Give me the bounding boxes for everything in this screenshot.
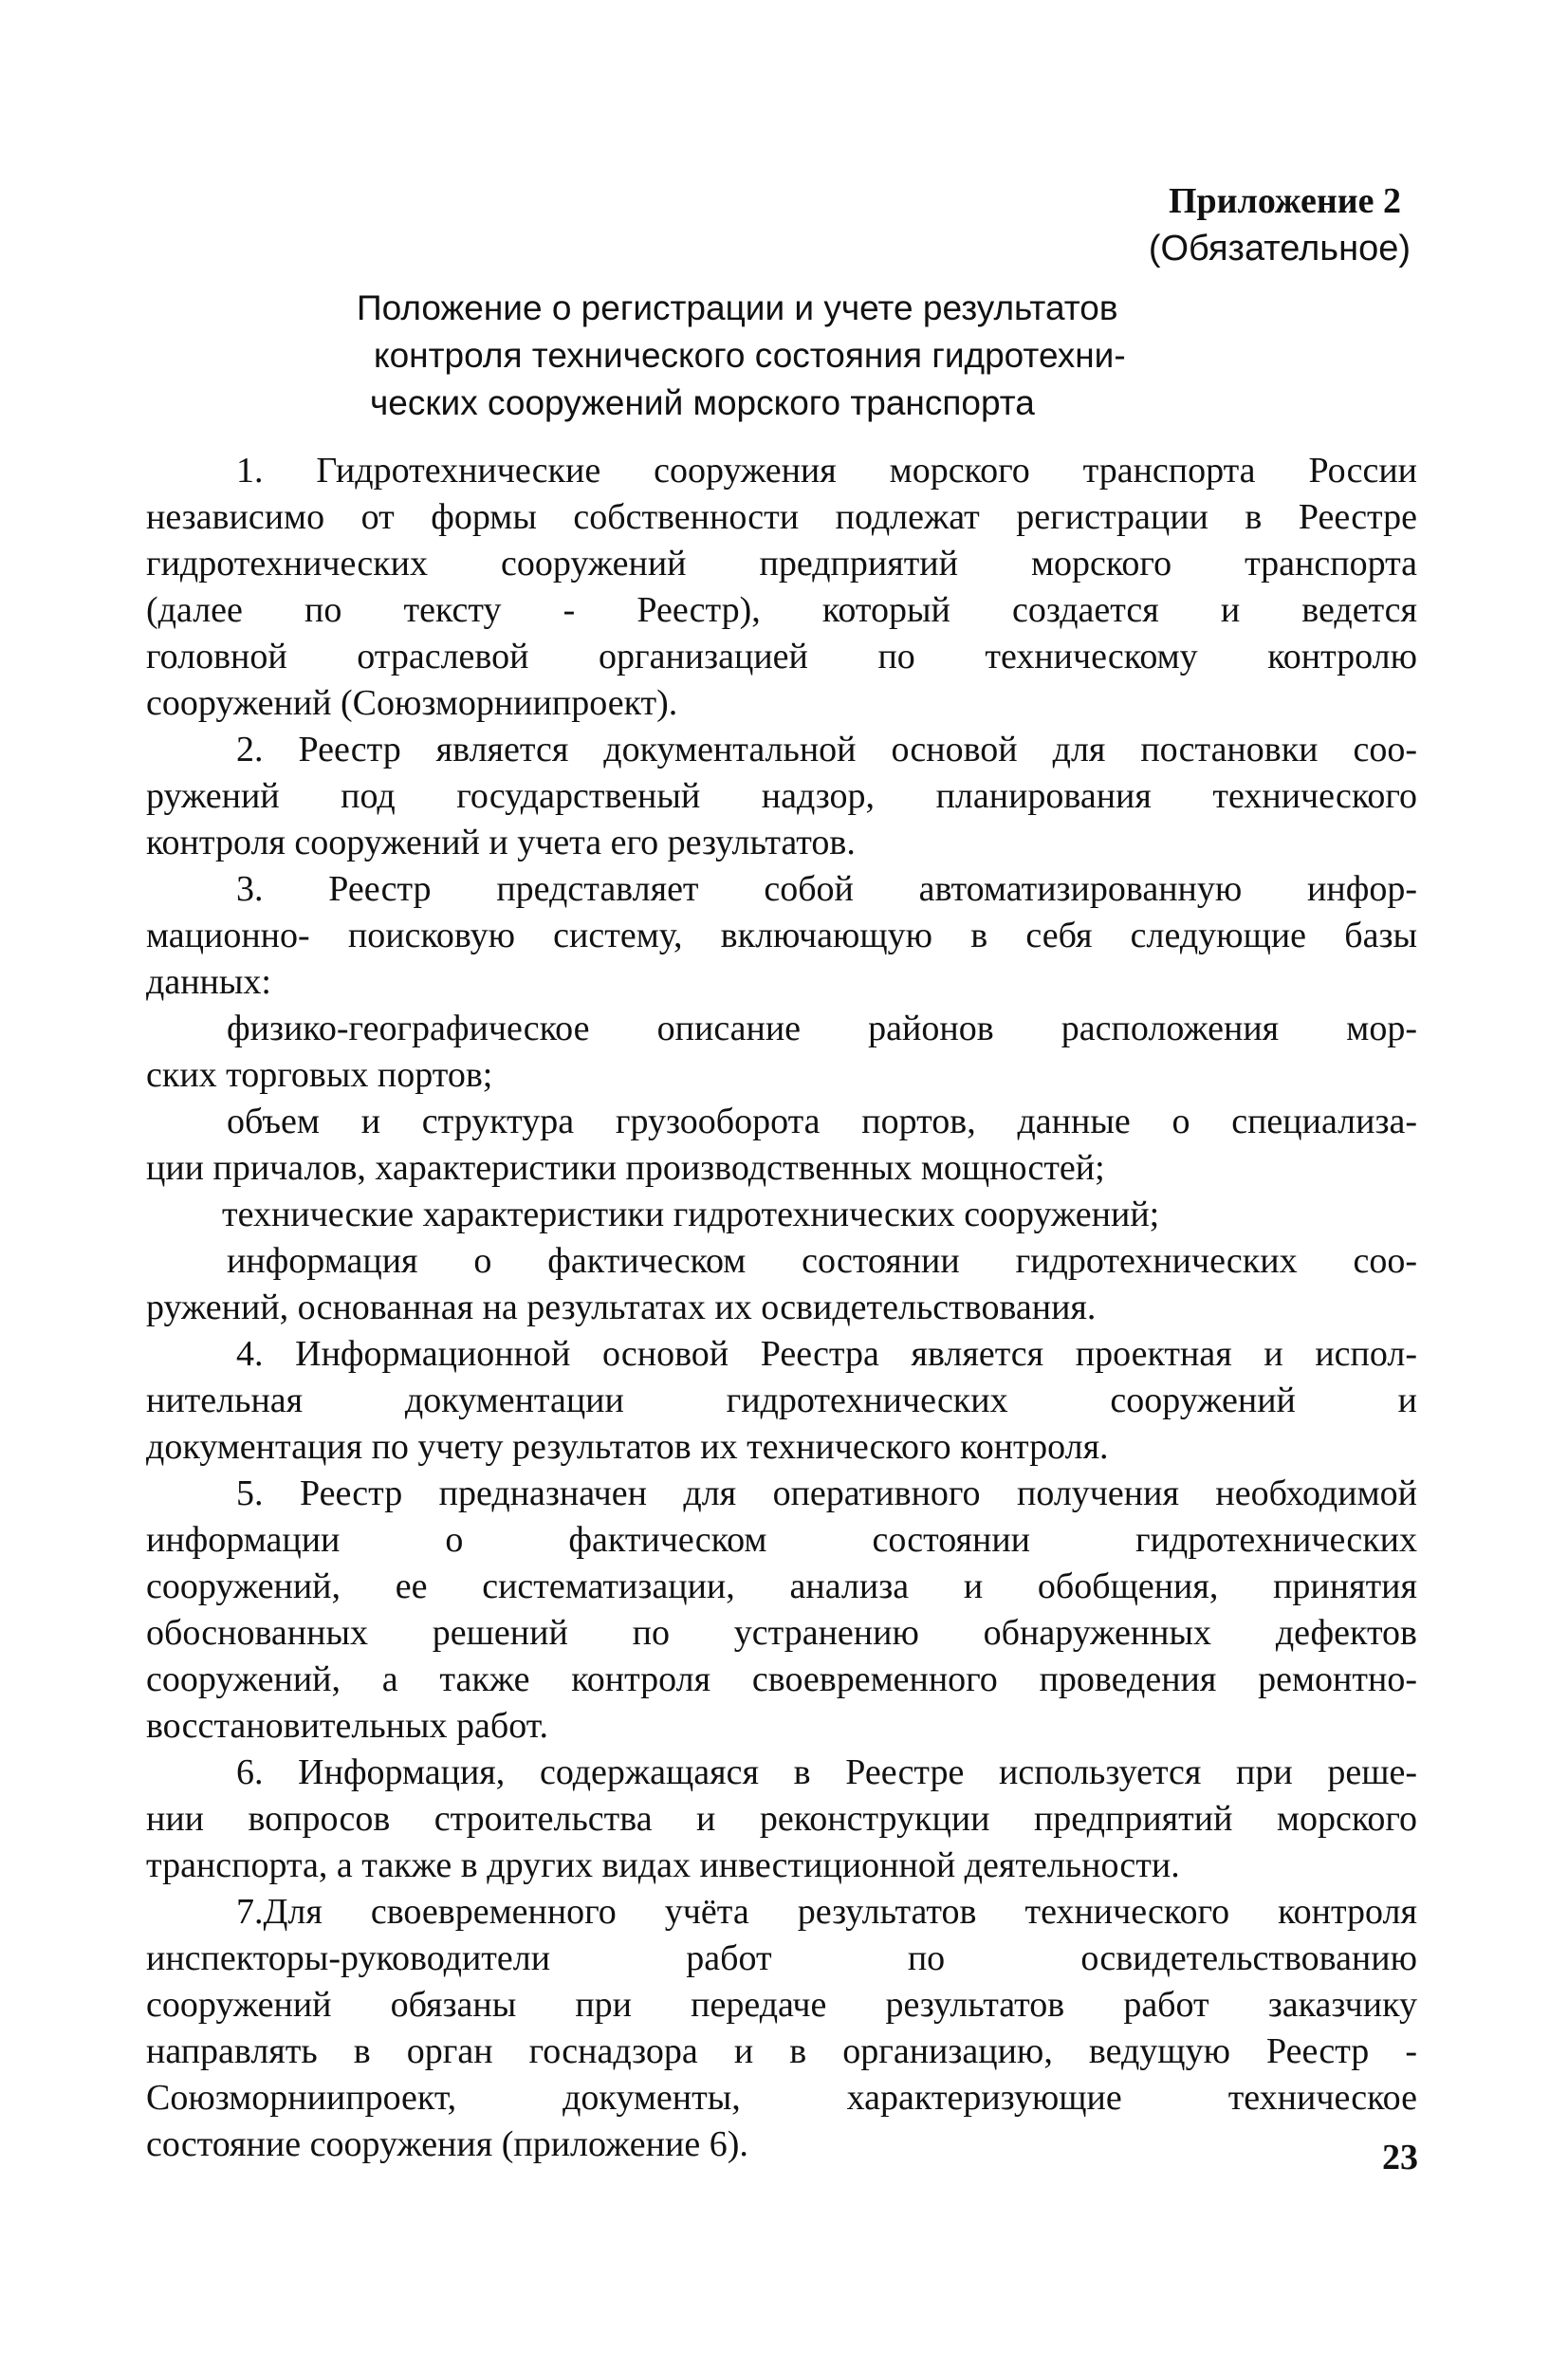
paragraph-line: транспорта, а также в других видах инвестиционной деятельности. <box>146 1845 1180 1885</box>
appendix-type: (Обязательное) <box>1148 229 1411 269</box>
paragraph-line: 3. Реестр представляет собой автоматизированную инфор- <box>236 869 1417 909</box>
paragraph-line: головной отраслевой организацией по техническому контролю <box>146 637 1417 676</box>
paragraph-6 <box>146 1750 1417 1889</box>
paragraph-4 <box>146 1331 1417 1471</box>
list-item-technical <box>146 1192 1417 1238</box>
paragraph-line: 4. Информационной основой Реестра является проектная и испол- <box>236 1334 1417 1374</box>
paragraph-line: физико-географическое описание районов расположения мор- <box>227 1009 1417 1048</box>
paragraph-line: восстановительных работ. <box>146 1706 548 1746</box>
paragraph-line: направлять в орган госнадзора и в организацию, ведущую Реестр - <box>146 2031 1417 2071</box>
list-item-state <box>146 1238 1417 1331</box>
paragraph-1 <box>146 448 1417 727</box>
paragraph-line: нии вопросов строительства и реконструкции предприятий морского <box>146 1799 1417 1839</box>
paragraph-line: информации о фактическом состоянии гидротехнических <box>146 1520 1417 1560</box>
paragraph-line: ских торговых портов; <box>146 1055 493 1095</box>
title-line: ческих сооружений морского транспорта <box>370 383 1035 422</box>
paragraph-line: мационно- поисковую систему, включающую в себя следующие базы <box>146 916 1417 955</box>
page-number: 23 <box>1382 2138 1418 2177</box>
list-item-geography <box>146 1006 1417 1099</box>
paragraph-7 <box>146 1889 1417 2168</box>
title-line: Положение о регистрации и учете результатов <box>357 288 1118 327</box>
document-body <box>146 448 1417 2168</box>
paragraph-line: 2. Реестр является документальной основой для постановки соо- <box>236 730 1417 769</box>
paragraph-line: технические характеристики гидротехнических сооружений; <box>222 1195 1160 1234</box>
paragraph-2 <box>146 727 1417 866</box>
paragraph-line: 7.Для своевременного учёта результатов технического контроля <box>236 1892 1417 1932</box>
paragraph-line: сооружений обязаны при передаче результатов работ заказчику <box>146 1985 1417 2025</box>
paragraph-line: сооружений, а также контроля своевременного проведения ремонтно- <box>146 1659 1417 1699</box>
document-title <box>357 285 1286 427</box>
paragraph-line: сооружений (Союзморниипроект). <box>146 683 678 723</box>
paragraph-line: (далее по тексту - Реестр), который создается и ведется <box>146 590 1417 630</box>
paragraph-line: информация о фактическом состоянии гидротехнических соо- <box>227 1241 1417 1281</box>
paragraph-line: сооружений, ее систематизации, анализа и обобщения, принятия <box>146 1566 1417 1606</box>
paragraph-line: документация по учету результатов их технического контроля. <box>146 1427 1109 1467</box>
paragraph-5 <box>146 1471 1417 1750</box>
paragraph-line: обоснованных решений по устранению обнаруженных дефектов <box>146 1613 1417 1653</box>
paragraph-line: 1. Гидротехнические сооружения морского транспорта России <box>236 451 1417 491</box>
paragraph-line: данных: <box>146 962 271 1002</box>
paragraph-line: Союзморниипроект, документы, характеризующие техническое <box>146 2078 1417 2118</box>
list-item-cargo <box>146 1099 1417 1192</box>
paragraph-line: ружений, основанная на результатах их освидетельствования. <box>146 1288 1097 1327</box>
paragraph-line: состояние сооружения (приложение 6). <box>146 2124 748 2164</box>
paragraph-3 <box>146 866 1417 1006</box>
paragraph-line: контроля сооружений и учета его результатов. <box>146 823 856 862</box>
paragraph-line: независимо от формы собственности подлежат регистрации в Реестре <box>146 497 1417 537</box>
paragraph-line: инспекторы-руководители работ по освидетельствованию <box>146 1938 1417 1978</box>
title-line: контроля технического состояния гидротехни- <box>374 336 1126 375</box>
paragraph-line: объем и структура грузооборота портов, данные о специализа- <box>227 1102 1417 1141</box>
paragraph-line: ружений под государственый надзор, планирования технического <box>146 776 1417 816</box>
paragraph-line: гидротехнических сооружений предприятий морского транспорта <box>146 544 1417 584</box>
paragraph-line: 5. Реестр предназначен для оперативного получения необходимой <box>236 1473 1417 1513</box>
paragraph-line: нительная документации гидротехнических сооружений и <box>146 1380 1417 1420</box>
paragraph-line: 6. Информация, содержащаяся в Реестре используется при реше- <box>236 1752 1417 1792</box>
paragraph-line: ции причалов, характеристики производственных мощностей; <box>146 1148 1105 1188</box>
appendix-label: Приложение 2 <box>1168 181 1401 221</box>
